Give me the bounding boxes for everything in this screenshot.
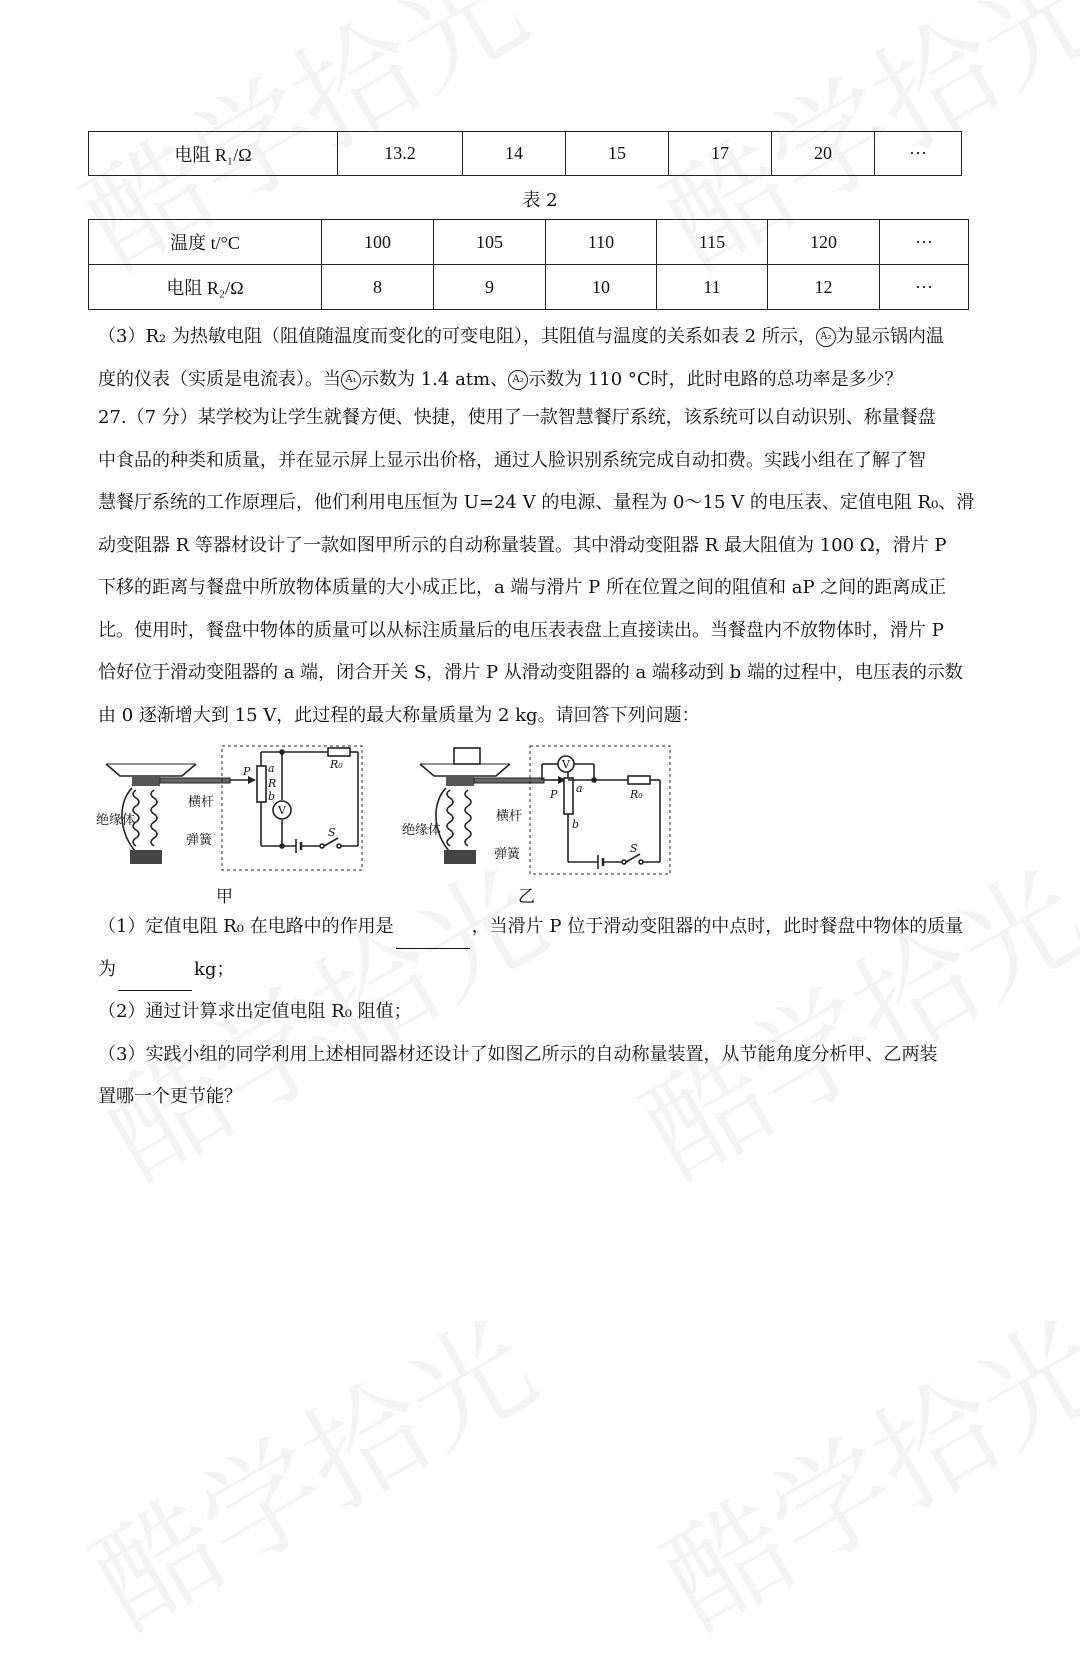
table-row	[89, 132, 962, 176]
table-cell: 15	[566, 132, 669, 176]
figure-jia	[96, 742, 368, 880]
label-S: S	[630, 842, 638, 855]
voltmeter-icon: V	[278, 804, 286, 817]
question-27-subs	[98, 906, 986, 1119]
text-line: 由 0 逐渐增大到 15 V，此过程的最大称量质量为 2 kg。请回答下列问题：	[98, 704, 700, 726]
label-insulator: 绝缘体	[402, 823, 442, 838]
table-cell: 8	[322, 265, 434, 310]
label-lever: 横杆	[496, 809, 523, 824]
ammeter-a2-icon: A₂	[816, 327, 836, 347]
label-spring: 弹簧	[186, 833, 213, 848]
answer-blank[interactable]	[396, 926, 470, 949]
label-b: b	[268, 790, 276, 803]
figure-jia-caption: 甲	[216, 887, 233, 907]
label-insulator: 绝缘体	[96, 813, 136, 828]
text: 度的仪表（实质是电流表）。当	[98, 368, 341, 390]
label-spring: 弹簧	[494, 847, 521, 862]
table-cell: 11	[657, 265, 768, 310]
text: 示数为 110 °C时，此时电路的总功率是多少？	[528, 368, 903, 390]
table-cell: 100	[322, 220, 434, 265]
text-line: 恰好位于滑动变阻器的 a 端，闭合开关 S，滑片 P 从滑动变阻器的 a 端移动到 b 端的过程中，电压表的示数	[98, 662, 963, 683]
table-cell: 12	[768, 265, 880, 310]
text: （3）R₂ 为热敏电阻（阻值随温度而变化的可变电阻），其阻值与温度的关系如表 2 所示，	[98, 326, 816, 347]
table-cell: ···	[875, 132, 962, 176]
text: kg；	[194, 958, 235, 980]
text-line: （3）实践小组的同学利用上述相同器材还设计了如图乙所示的自动称量装置，从节能角度分析甲、乙两装	[98, 1043, 938, 1065]
figure-yi-caption: 乙	[518, 887, 535, 907]
text: 示数为 1.4 atm、	[361, 368, 509, 390]
text: （1）定值电阻 R₀ 在电路中的作用是	[98, 916, 394, 937]
ammeter-a2-icon: A₂	[508, 370, 528, 390]
answer-blank[interactable]	[118, 968, 192, 991]
voltmeter-icon: V	[562, 758, 570, 771]
text-line	[98, 316, 986, 359]
text-line: 中食品的种类和质量，并在显示屏上显示出价格，通过人脸识别系统完成自动扣费。实践小组在了解了智	[98, 449, 926, 471]
text: ，当滑片 P 位于滑动变阻器的中点时，此时餐盘中物体的质量	[471, 916, 964, 937]
table-cell: 14	[463, 132, 566, 176]
table-cell: 10	[546, 265, 657, 310]
header-label: 温度 t/°C	[89, 220, 322, 265]
table-cell: 120	[768, 220, 880, 265]
text-line	[98, 359, 986, 402]
table-2	[88, 219, 969, 310]
label-R0: R₀	[630, 788, 643, 801]
question-27	[98, 397, 986, 737]
tray	[106, 764, 196, 776]
table-cell: 9	[434, 265, 546, 310]
label-S: S	[328, 826, 336, 839]
table-cell: ···	[880, 265, 969, 310]
table-cell: 20	[772, 132, 875, 176]
table-2-caption: 表 2	[522, 190, 558, 211]
label-P: P	[243, 765, 251, 778]
table-1	[88, 131, 962, 176]
label-a: a	[268, 762, 275, 775]
text-line: 慧餐厅系统的工作原理后，他们利用电压恒为 U=24 V 的电源、量程为 0～15 V 的电压表、定值电阻 R₀、滑	[98, 492, 975, 513]
text-line: （2）通过计算求出定值电阻 R₀ 阻值；	[98, 1001, 412, 1022]
ammeter-a1-icon: A₁	[341, 370, 361, 390]
text-line: 置哪一个更节能？	[98, 1086, 242, 1107]
label-P: P	[550, 788, 558, 801]
watermark	[629, 1272, 1080, 1660]
text: 为显示锅内温	[835, 326, 944, 347]
label-lever: 横杆	[188, 795, 215, 810]
row-label: 电阻 R₂/Ω	[89, 265, 322, 310]
table-cell: ···	[880, 220, 969, 265]
text-line: 动变阻器 R 等器材设计了一款如图甲所示的自动称量装置。其中滑动变阻器 R 最大阻值为 100 Ω，滑片 P	[98, 534, 947, 556]
label-b: b	[572, 818, 580, 831]
table-cell: 17	[669, 132, 772, 176]
text: 为	[98, 958, 116, 980]
figure-yi	[398, 742, 674, 880]
table-cell: 13.2	[338, 132, 463, 176]
table-row	[89, 265, 969, 310]
table-cell: 110	[546, 220, 657, 265]
label-R0: R₀	[330, 758, 343, 771]
text-line: 比。使用时，餐盘中物体的质量可以从标注质量后的电压表表盘上直接读出。当餐盘内不放物体时，滑片 P	[98, 619, 944, 641]
question-26-3	[98, 316, 986, 401]
table-row	[89, 220, 969, 265]
table-cell: 115	[657, 220, 768, 265]
table-cell: 105	[434, 220, 546, 265]
text-line	[98, 906, 986, 949]
text-line	[98, 949, 986, 992]
text-line: 27.（7 分）某学校为让学生就餐方便、快捷，使用了一款智慧餐厅系统，该系统可以自动识别、称量餐盘	[98, 407, 936, 428]
watermark	[59, 1272, 561, 1660]
label-R: R	[268, 777, 277, 790]
row-label: 电阻 R₁/Ω	[89, 132, 338, 176]
text-line: 下移的距离与餐盘中所放物体质量的大小成正比，a 端与滑片 P 所在位置之间的阻值和 aP 之间的距离成正	[98, 577, 947, 598]
label-a: a	[576, 782, 583, 795]
